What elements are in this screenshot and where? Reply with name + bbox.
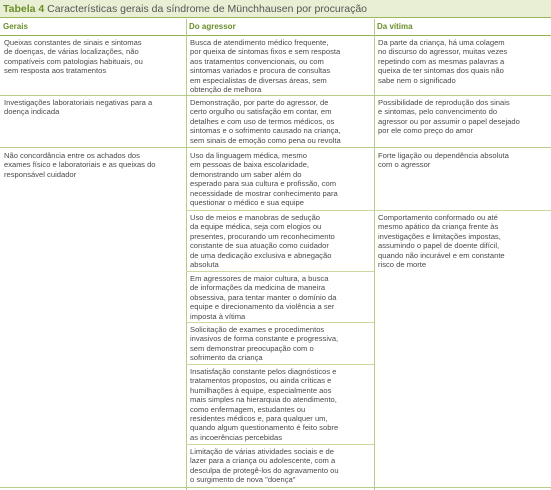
sub-row-divider — [186, 444, 374, 445]
cell-vitima-1: Da parte da criança, há uma colagem no discurso do agressor, muitas vezes repetindo com as mesmas palavras a queixa de ter sintomas dos quais não sabe nem o significado — [378, 38, 508, 85]
sub-row-divider — [186, 364, 374, 365]
cell-vitima-3b: Comportamento conformado ou até mesmo apático da criança frente às investigações e limitações impostas, assumindo o papel de doente difícil, quando não incurável e em constante risco de morte — [378, 213, 505, 270]
cell-agressor-3a: Uso da linguagem médica, mesmo em pessoas de baixa escolaridade, demonstrando um saber além do esperado para sua cultura e profissão, com necessidade de mostrar conhecimento para questionar o médico e sua equipe — [190, 151, 338, 208]
header-vitima: Da vítima — [377, 22, 413, 31]
cell-agressor-3b: Uso de meios e manobras de sedução da equipe médica, seja com elogios ou presentes, procurando um reconhecimento constante de sua atuação como cuidador de uma dedicação exclusiva e abnegação absoluta — [190, 213, 335, 270]
cell-agressor-3d: Solicitação de exames e procedimentos invasivos de forma constante e progressiva, sem demonstrar preocupação com o sofrimento da criança — [190, 325, 339, 363]
row-divider — [0, 147, 551, 148]
cell-gerais-2: Investigações laboratoriais negativas para a doença indicada — [4, 98, 153, 117]
sub-row-divider — [186, 322, 374, 323]
header-gerais: Gerais — [3, 22, 28, 31]
sub-row-divider — [186, 210, 551, 211]
row-divider — [0, 95, 551, 96]
sub-row-divider — [186, 271, 374, 272]
table-bottom-border — [0, 487, 551, 488]
header-agressor: Do agressor — [189, 22, 236, 31]
cell-agressor-2: Demonstração, por parte do agressor, de certo orgulho ou satisfação em contar, em detalhes e com uso de termos médicos, os sintomas e o sofrimento causado na criança, sem sinais de emoção como pena ou revolta — [190, 98, 341, 145]
cell-gerais-3: Não concordância entre os achados dos exames físico e laboratoriais e as queixas do responsável cuidador — [4, 151, 156, 179]
cell-agressor-3e: Insatisfação constante pelos diagnósticos e tratamentos propostos, ou ainda críticas e humilhações à equipe, especialmente aos mais simples na hierarquia do atendimento, como enfermagem, estudantes ou residentes médicos e, para qualquer um, quando algum questionamento é feito sobre as incoerências percebidas — [190, 367, 339, 442]
table-title-text: Características gerais da síndrome de Münchhausen por procuração — [47, 3, 368, 15]
table-header — [0, 19, 551, 36]
cell-agressor-3c: Em agressores de maior cultura, a busca de informações da medicina de maneira obsessiva, para tentar manter o domínio da equipe e direcionamento da violência a ser imposta à vítima — [190, 274, 337, 321]
table-title — [0, 0, 551, 18]
table-number: Tabela 4 — [3, 3, 45, 15]
cell-gerais-1: Queixas constantes de sinais e sintomas de doenças, de várias localizações, não compatíveis com patologias habituais, ou sem resposta aos tratamentos — [4, 38, 143, 76]
cell-agressor-1: Busca de atendimento médico frequente, por queixa de sintomas fixos e sem resposta aos tratamentos convencionais, ou com sintomas variados e procura de consultas em especialistas de diversas áreas, sem obtenção de melhora — [190, 38, 341, 95]
cell-vitima-2: Possibilidade de reprodução dos sinais e sintomas, pelo convencimento do agressor ou por assumir o papel desejado por ele como preço do amor — [378, 98, 520, 136]
cell-vitima-3a: Forte ligação ou dependência absoluta com o agressor — [378, 151, 509, 170]
cell-agressor-3f: Limitação de várias atividades sociais e de lazer para a criança ou adolescente, com a desculpa de protegê-los do agravamento ou o surgimento de nova "doença" — [190, 447, 339, 485]
